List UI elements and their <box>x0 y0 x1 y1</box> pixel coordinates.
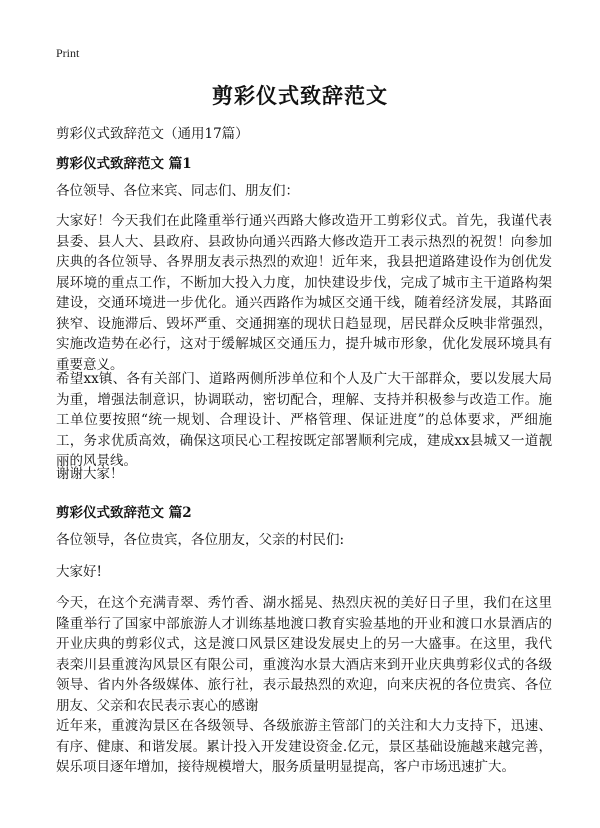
paragraph-salutation-2: 各位领导，各位贵宾，各位朋友，父亲的村民们: <box>56 532 345 548</box>
section-heading-1: 剪彩仪式致辞范文 篇1 <box>56 156 192 172</box>
paragraph-body-2b: 近年来，重渡沟景区在各级领导、各级旅游主管部门的关注和大力支持下，迅速、有序、健康、和谐发展。累计投入开发建设资金.亿元，景区基础设施越来越完善，娱乐项目逐年增加，接待规模增大，服务质量明显提高，客户市场迅速扩大。 <box>56 718 552 775</box>
print-link[interactable]: Print <box>56 46 80 60</box>
paragraph-greeting-2: 大家好! <box>56 564 102 580</box>
section-heading-2: 剪彩仪式致辞范文 篇2 <box>56 505 192 521</box>
paragraph-body-2a: 今天，在这个充满青翠、秀竹香、湖水摇晃、热烈庆祝的美好日子里，我们在这里隆重举行了国家中部旅游人才训练基地渡口教育实验基地的开业和渡口水景酒店的开业庆典的剪彩仪式，这是渡口风景区建设发展史上的另一大盛事。在这里，我代表栾川县重渡沟风景区有限公司，重渡沟水景大酒店来到开业庆典剪彩仪式的各级领导、省内外各级媒体、旅行社，表示最热烈的欢迎，向来庆祝的各位贵宾、各位朋友、父亲和农民表示衷心的感谢 <box>56 595 552 714</box>
paragraph-body-1b: 希望xx镇、各有关部门、道路两侧所涉单位和个人及广大干部群众，要以发展大局为重，增强法制意识，协调联动，密切配合，理解、支持并积极参与改造工作。施工单位要按照“统一规划、合理设计、严格管理、保证进度”的总体要求，严细施工，务求优质高效，确保这项民心工程按既定部署顺利完成，建成xx县城又一道靓丽的风景线。 <box>56 371 552 469</box>
paragraph-salutation-1: 各位领导、各位来宾、同志们、朋友们： <box>56 183 299 199</box>
document-subtitle: 剪彩仪式致辞范文（通用17篇） <box>56 126 249 142</box>
paragraph-closing-1: 谢谢大家！ <box>56 466 124 482</box>
page-title: 剪彩仪式致辞范文 <box>212 84 388 108</box>
paragraph-body-1a: 大家好！今天我们在此隆重举行通兴西路大修改造开工剪彩仪式。首先，我谨代表县委、县人大、县政府、县政协向通兴西路大修改造开工表示热烈的祝贺！向参加庆典的各位领导、各界朋友表示热烈的欢迎！近年来，我县把道路建设作为创优发展环境的重点工作，不断加大投入力度，加快建设步伐，完成了城市主干道路构架建设，交通环境进一步优化。通兴西路作为城区交通干线，随着经济发展，其路面狭窄、设施滞后、毁坏严重、交通拥塞的现状日趋显现，居民群众反映非常强烈，实施改造势在必行，这对于缓解城区交通压力，提升城市形象，优化发展环境具有重要意义。 <box>56 213 552 373</box>
